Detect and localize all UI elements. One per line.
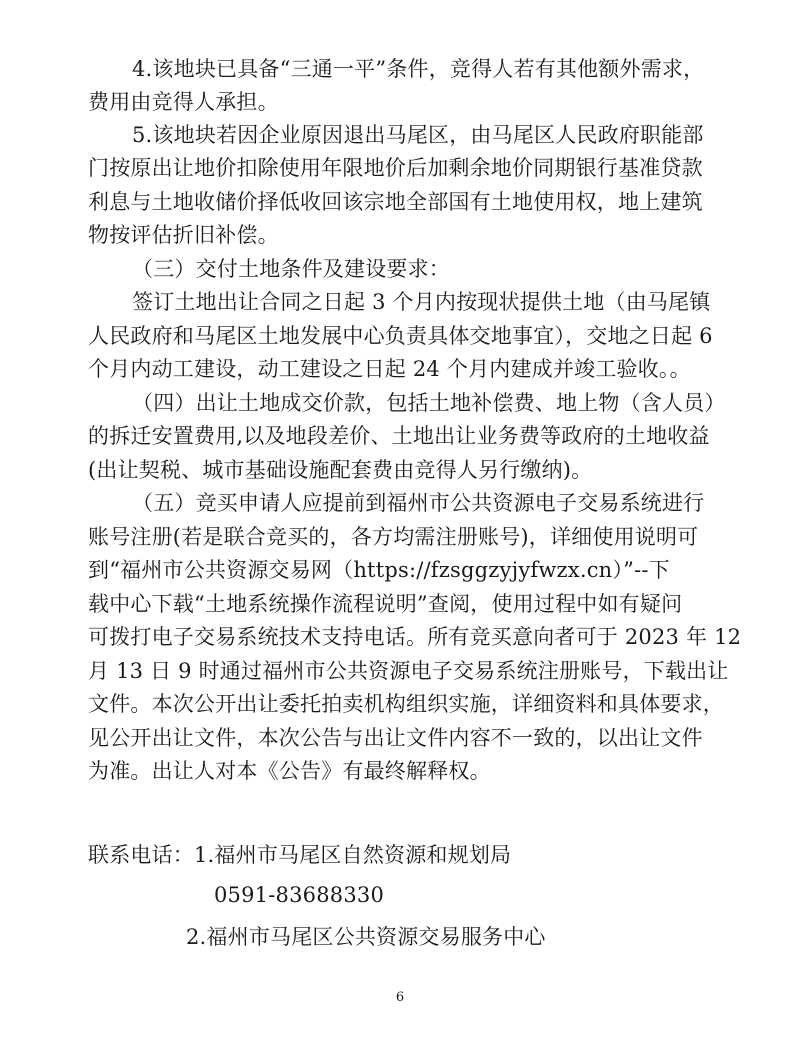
contact-phone-1: 0591-83688330 — [214, 883, 385, 907]
item-5-line-1: 5.该地块若因企业原因退出马尾区，由马尾区人民政府职能部 — [132, 123, 704, 147]
item-5-line-2: 门按原出让地价扣除使用年限地价后加剩余地价同期银行基准贷款 — [88, 156, 703, 180]
section-3-line-2: 人民政府和马尾区土地发展中心负责具体交地事宜），交地之日起 6 — [88, 324, 713, 348]
item-5-line-4: 物按评估折旧补偿。 — [88, 223, 279, 247]
item-5-line-3: 利息与土地收储价择低收回该宗地全部国有土地使用权，地上建筑 — [88, 190, 703, 214]
section-3-heading: （三）交付土地条件及建设要求： — [132, 257, 450, 281]
item-4-line-1: 4.该地块已具备“三通一平”条件，竞得人若有其他额外需求， — [132, 57, 705, 81]
section-5-line-6: 月 13 日 9 时通过福州市公共资源电子交易系统注册账号，下载出让 — [88, 659, 729, 683]
section-4-line-1: （四）出让土地成交价款，包括土地补偿费、地上物（含人员） — [132, 391, 726, 415]
section-5-line-4: 载中心下载“土地系统操作流程说明”查阅，使用过程中如有疑问 — [88, 592, 683, 616]
section-3-line-1: 签订土地出让合同之日起 3 个月内按现状提供土地（由马尾镇 — [132, 290, 711, 314]
section-3-line-3: 个月内动工建设，动工建设之日起 24 个月内建成并竣工验收。。 — [88, 357, 691, 381]
contact-label-line: 联系电话：1.福州市马尾区自然资源和规划局 — [88, 843, 512, 867]
section-4-line-3: (出让契税、城市基础设施配套费由竞得人另行缴纳)。 — [88, 458, 593, 482]
section-5-line-1: （五）竞买申请人应提前到福州市公共资源电子交易系统进行 — [132, 491, 705, 515]
section-5-line-5: 可拨打电子交易系统技术支持电话。所有竞买意向者可于 2023 年 12 — [88, 625, 742, 649]
section-5-line-8: 见公开出让文件，本次公告与出让文件内容不一致的，以出让文件 — [88, 726, 703, 750]
section-4-line-2: 的拆迁安置费用,以及地段差价、土地出让业务费等政府的土地收益 — [88, 424, 710, 448]
page-number: 6 — [395, 990, 405, 1005]
section-5-line-2: 账号注册(若是联合竞买的，各方均需注册账号)，详细使用说明可 — [88, 525, 699, 549]
section-5-line-7: 文件。本次公开出让委托拍卖机构组织实施，详细资料和具体要求， — [88, 692, 724, 716]
section-5-line-3: 到“福州市公共资源交易网（https://fzsggzyjyfwzx.cn）”--下 — [88, 558, 670, 582]
item-4-line-2: 费用由竞得人承担。 — [88, 90, 279, 114]
section-5-line-9: 为准。出让人对本《公告》有最终解释权。 — [88, 759, 491, 783]
contact-line-2: 2.福州市马尾区公共资源交易服务中心 — [186, 925, 546, 949]
